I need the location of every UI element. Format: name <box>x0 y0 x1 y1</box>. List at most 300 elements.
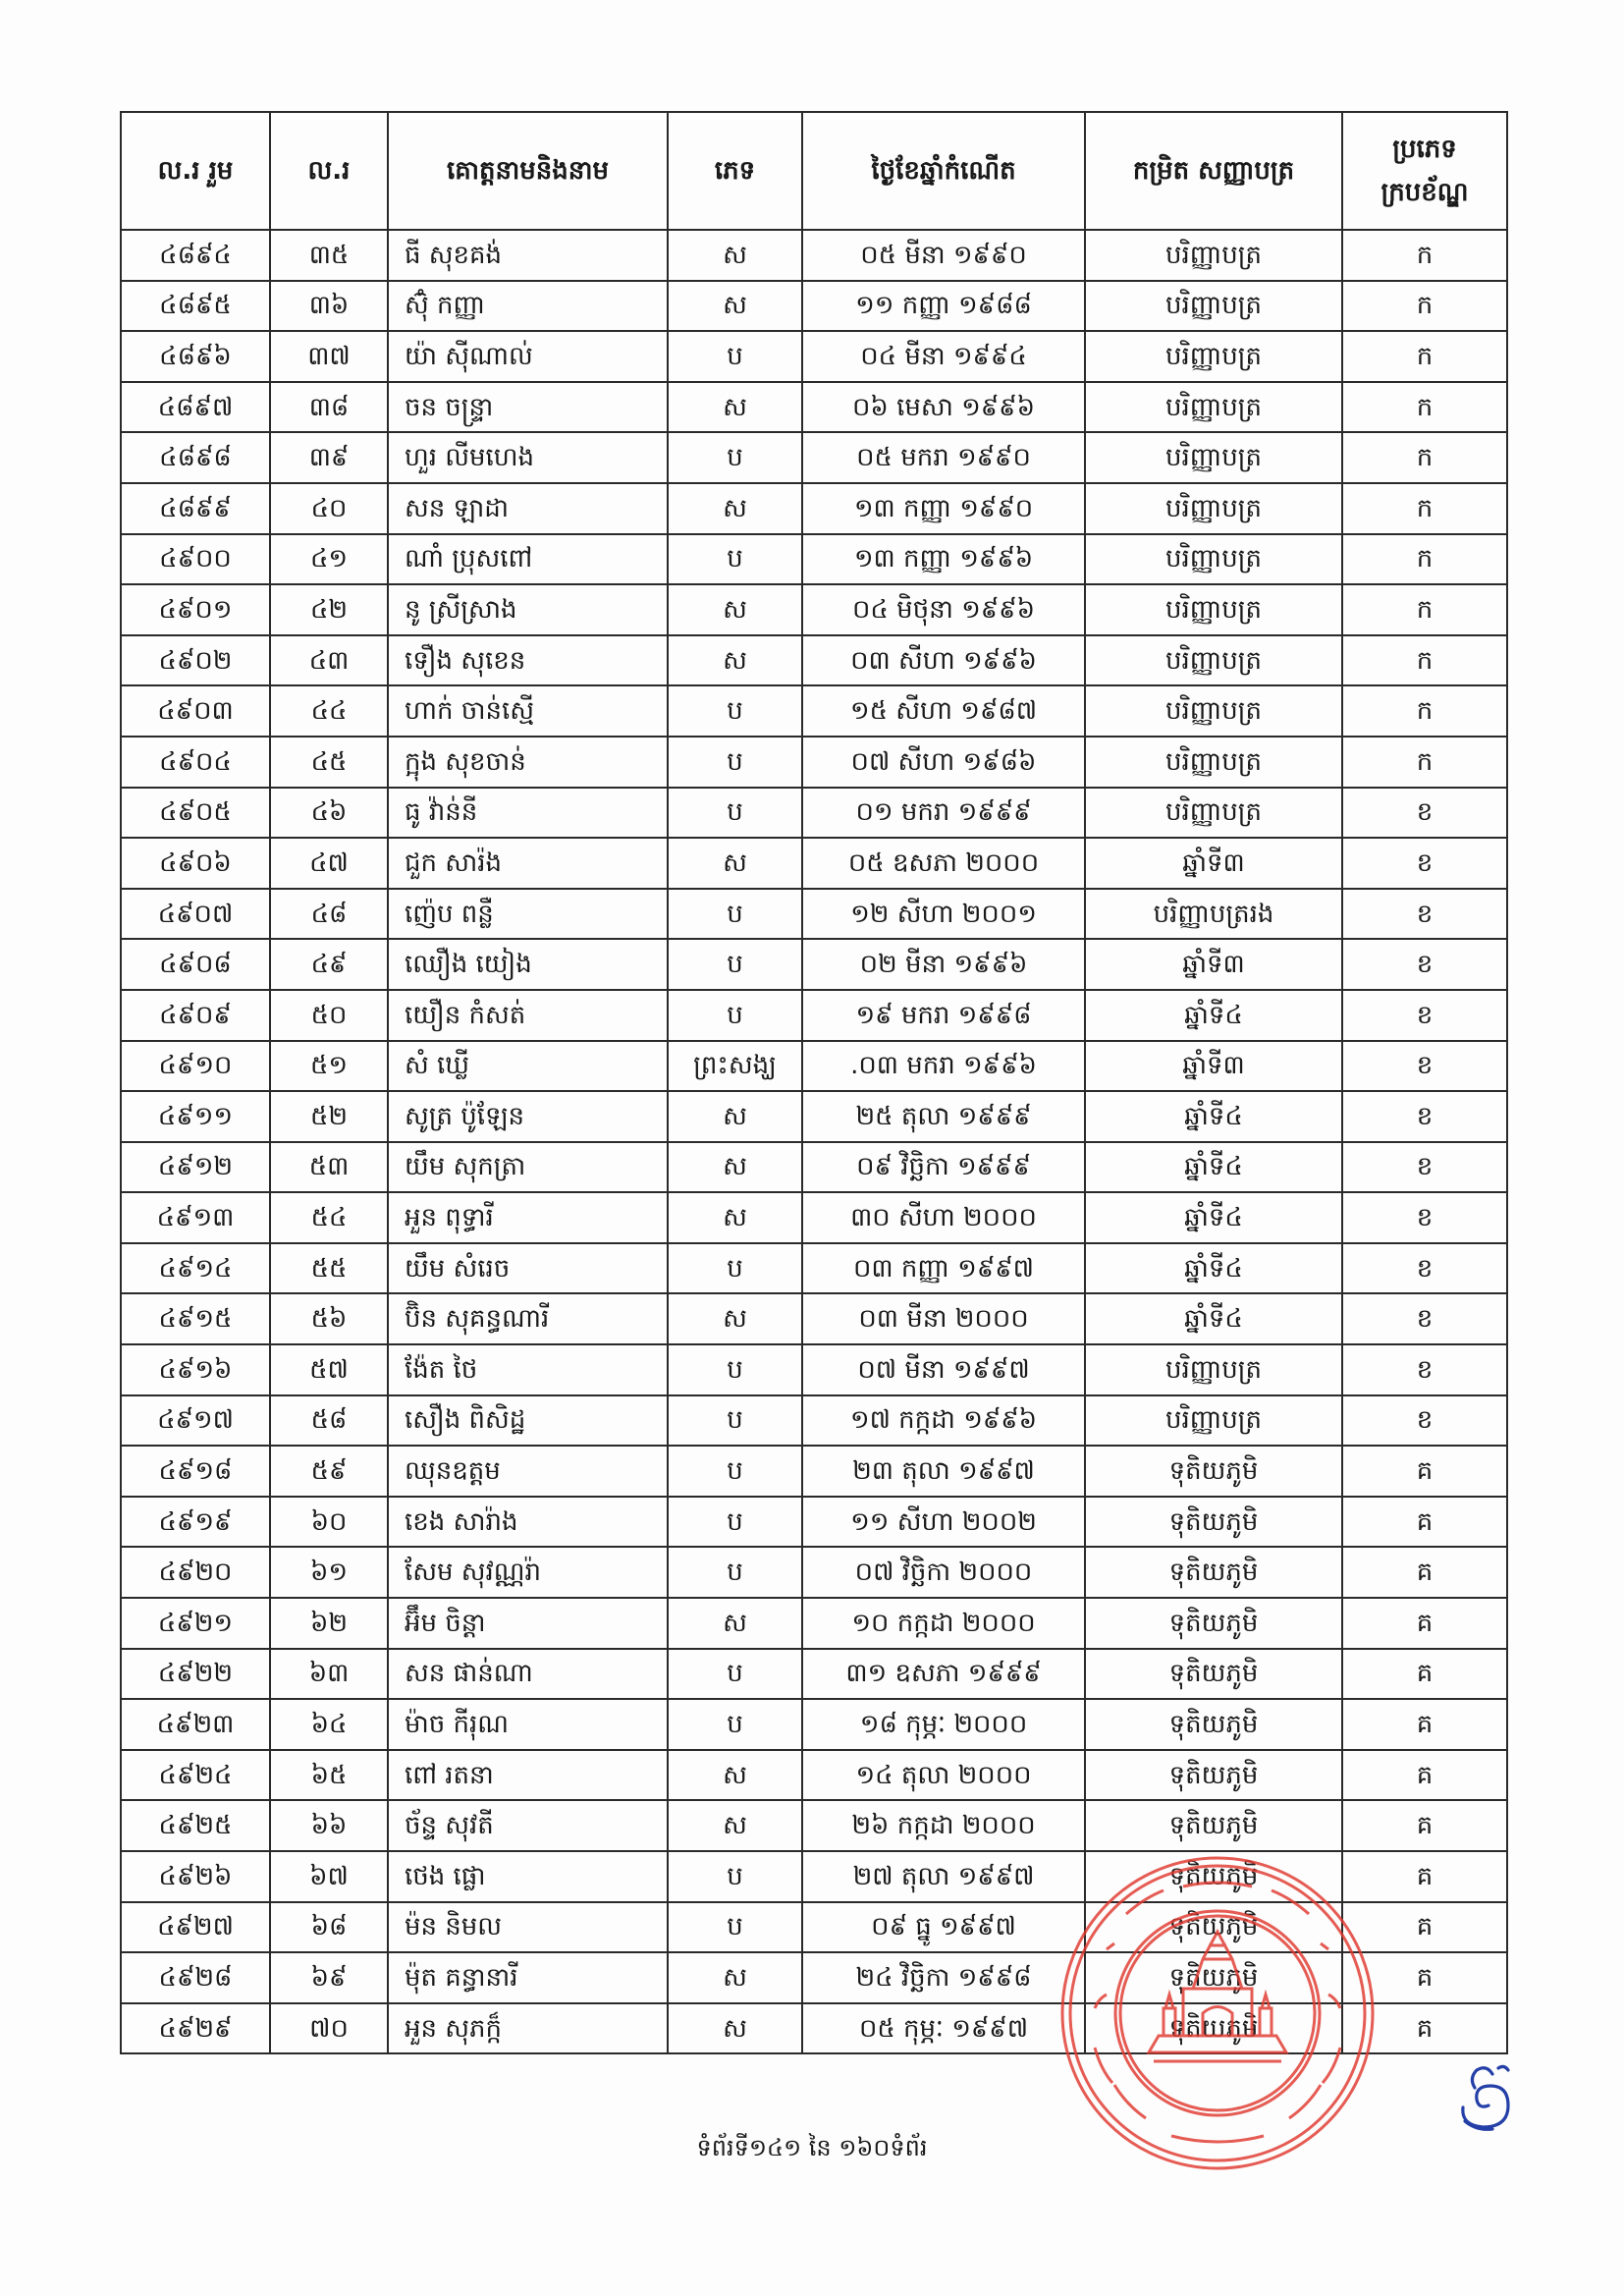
cell-category: ក <box>1342 331 1507 382</box>
cell-full-name: ម៉ន និមល <box>388 1902 668 1953</box>
cell-date-of-birth: ២៦ កក្កដា ២០០០ <box>802 1800 1085 1851</box>
cell-category: ខ <box>1342 990 1507 1041</box>
handwritten-initials-icon <box>1453 2060 1518 2133</box>
cell-sex: ប <box>668 788 802 839</box>
cell-qualification: ទុតិយភូមិ <box>1085 1800 1342 1851</box>
cell-qualification: ទុតិយភូមិ <box>1085 1547 1342 1598</box>
cell-sequence-number: ៧០ <box>270 2003 388 2054</box>
cell-qualification: ទុតិយភូមិ <box>1085 1902 1342 1953</box>
cell-date-of-birth: ០៧ វិច្ឆិកា ២០០០ <box>802 1547 1085 1598</box>
cell-full-name: យឹម សំរេច <box>388 1243 668 1294</box>
cell-qualification: បរិញ្ញាបត្រ <box>1085 331 1342 382</box>
cell-sequence-number: ៥២ <box>270 1091 388 1142</box>
cell-full-name: យឿន កំសត់ <box>388 990 668 1041</box>
cell-qualification: បរិញ្ញាបត្រ <box>1085 788 1342 839</box>
cell-category: ក <box>1342 432 1507 483</box>
cell-sex: ស <box>668 2003 802 2054</box>
cell-category: គ <box>1342 1952 1507 2003</box>
cell-sequence-number: ៥៨ <box>270 1395 388 1447</box>
table-row <box>121 1041 1507 1092</box>
cell-full-name: អួន សុភក្ក៏ <box>388 2003 668 2054</box>
cell-full-name: នូ ស្រីស្រាង <box>388 584 668 635</box>
cell-overall-number: ៤៩២៩ <box>121 2003 270 2054</box>
cell-full-name: ក្អុង សុខចាន់ <box>388 737 668 788</box>
table-row <box>121 1547 1507 1598</box>
cell-full-name: សំ ឃ្លើ <box>388 1041 668 1092</box>
cell-category: ក <box>1342 230 1507 281</box>
cell-qualification: ឆ្នាំទី៤ <box>1085 1192 1342 1243</box>
header-overall-number: ល.រ រួម <box>121 112 270 230</box>
cell-sequence-number: ៦៧ <box>270 1851 388 1902</box>
table-row <box>121 1699 1507 1750</box>
cell-qualification: បរិញ្ញាបត្រ <box>1085 483 1342 534</box>
cell-sequence-number: ៣៥ <box>270 230 388 281</box>
header-category: ប្រភេទ ក្របខ័ណ្ឌ <box>1342 112 1507 230</box>
cell-sequence-number: ៥៦ <box>270 1293 388 1344</box>
table-row <box>121 1750 1507 1801</box>
cell-date-of-birth: ១៨ កុម្ភៈ ២០០០ <box>802 1699 1085 1750</box>
cell-overall-number: ៤៩២៤ <box>121 1750 270 1801</box>
cell-qualification: ទុតិយភូមិ <box>1085 1598 1342 1649</box>
cell-date-of-birth: ៣០ សីហា ២០០០ <box>802 1192 1085 1243</box>
cell-sequence-number: ៦២ <box>270 1598 388 1649</box>
cell-sex: ស <box>668 382 802 433</box>
cell-sequence-number: ៤៨ <box>270 889 388 940</box>
cell-category: ក <box>1342 737 1507 788</box>
cell-category: គ <box>1342 1699 1507 1750</box>
cell-sex: ប <box>668 331 802 382</box>
cell-qualification: ទុតិយភូមិ <box>1085 2003 1342 2054</box>
cell-full-name: យ៉ា ស៊ីណាល់ <box>388 331 668 382</box>
cell-date-of-birth: ០៤ មីនា ១៩៩៤ <box>802 331 1085 382</box>
cell-overall-number: ៤៩១៩ <box>121 1497 270 1548</box>
cell-full-name: ទឿង សុខេន <box>388 635 668 686</box>
cell-sex: ស <box>668 635 802 686</box>
cell-category: ក <box>1342 281 1507 332</box>
cell-full-name: អួន ពុទ្ធារី <box>388 1192 668 1243</box>
cell-sex: ស <box>668 1800 802 1851</box>
cell-date-of-birth: ០៣ មីនា ២០០០ <box>802 1293 1085 1344</box>
cell-date-of-birth: ១០ កក្កដា ២០០០ <box>802 1598 1085 1649</box>
cell-sex: ស <box>668 1293 802 1344</box>
table-row <box>121 737 1507 788</box>
cell-full-name: ច័ន្ទ សុវតី <box>388 1800 668 1851</box>
cell-overall-number: ៤៩១០ <box>121 1041 270 1092</box>
cell-category: ខ <box>1342 838 1507 889</box>
cell-sequence-number: ៥១ <box>270 1041 388 1092</box>
cell-sequence-number: ៦៥ <box>270 1750 388 1801</box>
cell-qualification: បរិញ្ញាបត្រ <box>1085 534 1342 585</box>
table-row <box>121 990 1507 1041</box>
table-row <box>121 1243 1507 1294</box>
cell-overall-number: ៤៩០០ <box>121 534 270 585</box>
cell-sex: ប <box>668 1851 802 1902</box>
cell-qualification: ទុតិយភូមិ <box>1085 1446 1342 1497</box>
table-row <box>121 889 1507 940</box>
cell-qualification: ទុតិយភូមិ <box>1085 1649 1342 1700</box>
cell-qualification: ឆ្នាំទី៣ <box>1085 1041 1342 1092</box>
cell-sex: ស <box>668 1952 802 2003</box>
cell-sequence-number: ៦៩ <box>270 1952 388 2003</box>
table-row <box>121 1902 1507 1953</box>
cell-sex: ប <box>668 685 802 737</box>
cell-overall-number: ៤៩០៨ <box>121 939 270 990</box>
table-row <box>121 788 1507 839</box>
header-date-of-birth: ថ្ងៃខែឆ្នាំកំណើត <box>802 112 1085 230</box>
cell-category: ក <box>1342 635 1507 686</box>
cell-date-of-birth: ០៦ មេសា ១៩៩៦ <box>802 382 1085 433</box>
table-row <box>121 1446 1507 1497</box>
cell-category: ខ <box>1342 1142 1507 1193</box>
cell-date-of-birth: ១២ សីហា ២០០១ <box>802 889 1085 940</box>
cell-date-of-birth: ០៥ កុម្ភៈ ១៩៩៧ <box>802 2003 1085 2054</box>
cell-overall-number: ៤៩២១ <box>121 1598 270 1649</box>
cell-overall-number: ៤៨៩៩ <box>121 483 270 534</box>
table-row <box>121 1497 1507 1548</box>
cell-qualification: ឆ្នាំទី៤ <box>1085 1293 1342 1344</box>
cell-sequence-number: ៥៣ <box>270 1142 388 1193</box>
cell-overall-number: ៤៩០៤ <box>121 737 270 788</box>
table-row <box>121 483 1507 534</box>
cell-category: ខ <box>1342 889 1507 940</box>
table-row <box>121 230 1507 281</box>
cell-overall-number: ៤៩០១ <box>121 584 270 635</box>
cell-full-name: ធី សុខគង់ <box>388 230 668 281</box>
cell-full-name: ហួរ លីមហេង <box>388 432 668 483</box>
cell-category: គ <box>1342 1598 1507 1649</box>
cell-qualification: បរិញ្ញាបត្រ <box>1085 1344 1342 1395</box>
table-row <box>121 1091 1507 1142</box>
cell-overall-number: ៤៨៩៤ <box>121 230 270 281</box>
cell-date-of-birth: ០៩ ធ្នូ ១៩៩៧ <box>802 1902 1085 1953</box>
cell-qualification: ឆ្នាំទី៤ <box>1085 990 1342 1041</box>
cell-sequence-number: ៣៩ <box>270 432 388 483</box>
cell-sequence-number: ៦០ <box>270 1497 388 1548</box>
cell-full-name: ញ៉េប ពន្លឺ <box>388 889 668 940</box>
table-row <box>121 1192 1507 1243</box>
cell-date-of-birth: ១៣ កញ្ញា ១៩៩០ <box>802 483 1085 534</box>
cell-category: ខ <box>1342 1041 1507 1092</box>
table-row <box>121 1800 1507 1851</box>
table-row <box>121 1293 1507 1344</box>
cell-date-of-birth: ០៣ កញ្ញា ១៩៩៧ <box>802 1243 1085 1294</box>
cell-overall-number: ៤៩១២ <box>121 1142 270 1193</box>
cell-sex: ប <box>668 1446 802 1497</box>
cell-full-name: ឈុនឧត្តម <box>388 1446 668 1497</box>
cell-overall-number: ៤៩១១ <box>121 1091 270 1142</box>
cell-sequence-number: ៥៧ <box>270 1344 388 1395</box>
cell-full-name: ធូ វ៉ាន់នី <box>388 788 668 839</box>
cell-sex: ប <box>668 889 802 940</box>
cell-overall-number: ៤៩០៥ <box>121 788 270 839</box>
cell-category: ក <box>1342 382 1507 433</box>
cell-sex: ប <box>668 1547 802 1598</box>
cell-date-of-birth: ០២ មីនា ១៩៩៦ <box>802 939 1085 990</box>
cell-sex: ប <box>668 432 802 483</box>
table-row <box>121 685 1507 737</box>
cell-full-name: សែម សុវណ្ណរ៉ា <box>388 1547 668 1598</box>
cell-date-of-birth: ០៣ សីហា ១៩៩៦ <box>802 635 1085 686</box>
cell-date-of-birth: ១៣ កញ្ញា ១៩៩៦ <box>802 534 1085 585</box>
cell-date-of-birth: ០៧ មីនា ១៩៩៧ <box>802 1344 1085 1395</box>
cell-category: គ <box>1342 2003 1507 2054</box>
cell-sequence-number: ៤៦ <box>270 788 388 839</box>
cell-sequence-number: ៣៧ <box>270 331 388 382</box>
header-sequence-number: ល.រ <box>270 112 388 230</box>
cell-sequence-number: ៤៣ <box>270 635 388 686</box>
cell-overall-number: ៤៩១៦ <box>121 1344 270 1395</box>
cell-sex: ប <box>668 1649 802 1700</box>
cell-date-of-birth: ១១ សីហា ២០០២ <box>802 1497 1085 1548</box>
cell-full-name: ប៊ិន សុគន្ធណារី <box>388 1293 668 1344</box>
cell-qualification: ទុតិយភូមិ <box>1085 1750 1342 1801</box>
cell-date-of-birth: ១៤ តុលា ២០០០ <box>802 1750 1085 1801</box>
cell-overall-number: ៤៩០២ <box>121 635 270 686</box>
cell-sex: ប <box>668 1395 802 1447</box>
table-row <box>121 534 1507 585</box>
cell-date-of-birth: ២៤ វិច្ឆិកា ១៩៩៨ <box>802 1952 1085 2003</box>
cell-overall-number: ៤៩១៨ <box>121 1446 270 1497</box>
cell-date-of-birth: ០៥ មករា ១៩៩០ <box>802 432 1085 483</box>
table-row <box>121 939 1507 990</box>
cell-category: គ <box>1342 1750 1507 1801</box>
cell-category: គ <box>1342 1497 1507 1548</box>
cell-date-of-birth: ៣១ ឧសភា ១៩៩៩ <box>802 1649 1085 1700</box>
cell-qualification: បរិញ្ញាបត្រ <box>1085 281 1342 332</box>
cell-full-name: ជួក សារ៉ង <box>388 838 668 889</box>
table-row <box>121 1649 1507 1700</box>
cell-full-name: សឿង ពិសិដ្ឋ <box>388 1395 668 1447</box>
cell-sex: ប <box>668 990 802 1041</box>
cell-full-name: ខេង សារ៉ាង <box>388 1497 668 1548</box>
cell-qualification: ឆ្នាំទី៤ <box>1085 1243 1342 1294</box>
cell-sex: ព្រះសង្ឃ <box>668 1041 802 1092</box>
cell-overall-number: ៤៩២២ <box>121 1649 270 1700</box>
cell-sequence-number: ៦១ <box>270 1547 388 1598</box>
cell-full-name: ចន ចន្ទ្រា <box>388 382 668 433</box>
cell-sequence-number: ៥៩ <box>270 1446 388 1497</box>
cell-sequence-number: ៤៧ <box>270 838 388 889</box>
cell-sex: ប <box>668 1497 802 1548</box>
cell-sequence-number: ៦៨ <box>270 1902 388 1953</box>
cell-qualification: បរិញ្ញាបត្រ <box>1085 737 1342 788</box>
cell-full-name: ហាក់ ចាន់ស្មើ <box>388 685 668 737</box>
cell-category: គ <box>1342 1902 1507 1953</box>
cell-qualification: បរិញ្ញាបត្រ <box>1085 584 1342 635</box>
page-number: ទំព័រទី១៤១ នៃ ១៦០ទំព័រ <box>696 2134 928 2161</box>
header-row <box>121 112 1507 230</box>
cell-full-name: ណាំ ប្រុសពៅ <box>388 534 668 585</box>
table-header <box>121 112 1507 230</box>
table-row <box>121 432 1507 483</box>
cell-qualification: បរិញ្ញាបត្រ <box>1085 1395 1342 1447</box>
cell-qualification: បរិញ្ញាបត្រ <box>1085 685 1342 737</box>
cell-date-of-birth: ១៧ កក្កដា ១៩៩៦ <box>802 1395 1085 1447</box>
cell-overall-number: ៤៩២០ <box>121 1547 270 1598</box>
cell-category: គ <box>1342 1649 1507 1700</box>
cell-full-name: អ៊ឹម ចិន្តា <box>388 1598 668 1649</box>
cell-full-name: សន ផាន់ណា <box>388 1649 668 1700</box>
cell-sequence-number: ៦៣ <box>270 1649 388 1700</box>
table-row <box>121 1142 1507 1193</box>
cell-overall-number: ៤៨៩៦ <box>121 331 270 382</box>
header-sex: ភេទ <box>668 112 802 230</box>
cell-full-name: ស៊ុំ កញ្ញា <box>388 281 668 332</box>
cell-full-name: ម៉ុត គន្ធានារី <box>388 1952 668 2003</box>
cell-overall-number: ៤៩១៣ <box>121 1192 270 1243</box>
cell-date-of-birth: ០១ មករា ១៩៩៩ <box>802 788 1085 839</box>
cell-overall-number: ៤៩០៧ <box>121 889 270 940</box>
cell-overall-number: ៤៩១៧ <box>121 1395 270 1447</box>
cell-sex: ប <box>668 1902 802 1953</box>
cell-sequence-number: ៣៦ <box>270 281 388 332</box>
cell-overall-number: ៤៩២៣ <box>121 1699 270 1750</box>
cell-category: ខ <box>1342 1091 1507 1142</box>
cell-category: ខ <box>1342 788 1507 839</box>
cell-category: គ <box>1342 1800 1507 1851</box>
cell-overall-number: ៤៩០៣ <box>121 685 270 737</box>
cell-qualification: បរិញ្ញាបត្ររង <box>1085 889 1342 940</box>
cell-sex: ប <box>668 939 802 990</box>
table-row <box>121 1851 1507 1902</box>
cell-sequence-number: ៤៥ <box>270 737 388 788</box>
cell-category: ក <box>1342 483 1507 534</box>
cell-category: ក <box>1342 584 1507 635</box>
cell-date-of-birth: ១៥ សីហា ១៩៨៧ <box>802 685 1085 737</box>
table-row <box>121 838 1507 889</box>
cell-overall-number: ៤៩២៦ <box>121 1851 270 1902</box>
cell-category: ក <box>1342 534 1507 585</box>
cell-sequence-number: ៤០ <box>270 483 388 534</box>
cell-sex: ស <box>668 838 802 889</box>
cell-overall-number: ៤៩១៥ <box>121 1293 270 1344</box>
header-qualification: កម្រិត សញ្ញាបត្រ <box>1085 112 1342 230</box>
cell-date-of-birth: ១១ កញ្ញា ១៩៨៨ <box>802 281 1085 332</box>
cell-sex: ស <box>668 230 802 281</box>
cell-category: ខ <box>1342 1395 1507 1447</box>
cell-sequence-number: ៤៩ <box>270 939 388 990</box>
cell-sex: ស <box>668 281 802 332</box>
cell-qualification: ឆ្នាំទី៣ <box>1085 939 1342 990</box>
table-row <box>121 281 1507 332</box>
cell-date-of-birth: ០៤ មិថុនា ១៩៩៦ <box>802 584 1085 635</box>
cell-sequence-number: ៥៥ <box>270 1243 388 1294</box>
cell-sequence-number: ៤២ <box>270 584 388 635</box>
cell-date-of-birth: ០៥ មីនា ១៩៩០ <box>802 230 1085 281</box>
cell-qualification: ទុតិយភូមិ <box>1085 1699 1342 1750</box>
cell-date-of-birth: ២៧ តុលា ១៩៩៧ <box>802 1851 1085 1902</box>
cell-date-of-birth: ០៩ វិច្ឆិកា ១៩៩៩ <box>802 1142 1085 1193</box>
cell-qualification: ទុតិយភូមិ <box>1085 1497 1342 1548</box>
cell-category: ខ <box>1342 1243 1507 1294</box>
cell-category: គ <box>1342 1851 1507 1902</box>
cell-qualification: ឆ្នាំទី៤ <box>1085 1091 1342 1142</box>
cell-full-name: ពៅ រតនា <box>388 1750 668 1801</box>
cell-date-of-birth: ២៣ តុលា ១៩៩៧ <box>802 1446 1085 1497</box>
cell-full-name: សូត្រ ប៉ូឡែន <box>388 1091 668 1142</box>
cell-date-of-birth: ២៥ តុលា ១៩៩៩ <box>802 1091 1085 1142</box>
cell-overall-number: ៤៩០៩ <box>121 990 270 1041</box>
cell-overall-number: ៤៩០៦ <box>121 838 270 889</box>
header-full-name: គោត្តនាមនិងនាម <box>388 112 668 230</box>
cell-sex: ស <box>668 1142 802 1193</box>
table-row <box>121 1344 1507 1395</box>
cell-sequence-number: ៤៤ <box>270 685 388 737</box>
cell-category: ក <box>1342 685 1507 737</box>
cell-sex: ប <box>668 1699 802 1750</box>
cell-qualification: បរិញ្ញាបត្រ <box>1085 230 1342 281</box>
table-row <box>121 1598 1507 1649</box>
personnel-table <box>120 111 1508 2054</box>
cell-date-of-birth: ០៥ ឧសភា ២០០០ <box>802 838 1085 889</box>
cell-qualification: ទុតិយភូមិ <box>1085 1952 1342 2003</box>
cell-overall-number: ៤៨៩៨ <box>121 432 270 483</box>
cell-sequence-number: ៣៨ <box>270 382 388 433</box>
cell-overall-number: ៤៨៩៧ <box>121 382 270 433</box>
cell-category: ខ <box>1342 1192 1507 1243</box>
cell-sex: ប <box>668 534 802 585</box>
cell-qualification: បរិញ្ញាបត្រ <box>1085 635 1342 686</box>
cell-qualification: ឆ្នាំទី៤ <box>1085 1142 1342 1193</box>
cell-full-name: យឹម សុកត្រា <box>388 1142 668 1193</box>
cell-qualification: ឆ្នាំទី៣ <box>1085 838 1342 889</box>
cell-overall-number: ៤៩១៤ <box>121 1243 270 1294</box>
table-row <box>121 2003 1507 2054</box>
cell-date-of-birth: ០៧ សីហា ១៩៨៦ <box>802 737 1085 788</box>
cell-full-name: សន ឡាដា <box>388 483 668 534</box>
cell-sex: ប <box>668 1243 802 1294</box>
cell-sex: ស <box>668 1091 802 1142</box>
cell-sequence-number: ៥៤ <box>270 1192 388 1243</box>
cell-sex: ស <box>668 483 802 534</box>
table-row <box>121 382 1507 433</box>
cell-overall-number: ៤៨៩៥ <box>121 281 270 332</box>
cell-qualification: ទុតិយភូមិ <box>1085 1851 1342 1902</box>
table-row <box>121 1952 1507 2003</box>
cell-sex: ស <box>668 584 802 635</box>
cell-category: គ <box>1342 1547 1507 1598</box>
cell-full-name: ម៉ាច កីរុណ <box>388 1699 668 1750</box>
cell-sex: ស <box>668 1750 802 1801</box>
table-body <box>121 230 1507 2053</box>
table-row <box>121 635 1507 686</box>
table-row <box>121 331 1507 382</box>
cell-full-name: ថេង ផ្លោ <box>388 1851 668 1902</box>
cell-overall-number: ៤៩២៧ <box>121 1902 270 1953</box>
cell-sex: ប <box>668 737 802 788</box>
cell-qualification: បរិញ្ញាបត្រ <box>1085 382 1342 433</box>
cell-qualification: បរិញ្ញាបត្រ <box>1085 432 1342 483</box>
cell-sequence-number: ៦៦ <box>270 1800 388 1851</box>
cell-full-name: ង៉ែត ថៃ <box>388 1344 668 1395</box>
cell-sex: ស <box>668 1598 802 1649</box>
cell-sex: ប <box>668 1344 802 1395</box>
cell-sequence-number: ៤១ <box>270 534 388 585</box>
cell-date-of-birth: .០៣ មករា ១៩៩៦ <box>802 1041 1085 1092</box>
cell-category: គ <box>1342 1446 1507 1497</box>
table-row <box>121 584 1507 635</box>
cell-sex: ស <box>668 1192 802 1243</box>
cell-overall-number: ៤៩២៥ <box>121 1800 270 1851</box>
cell-overall-number: ៤៩២៨ <box>121 1952 270 2003</box>
table-row <box>121 1395 1507 1447</box>
cell-sequence-number: ៥០ <box>270 990 388 1041</box>
cell-category: ខ <box>1342 939 1507 990</box>
cell-date-of-birth: ១៩ មករា ១៩៩៨ <box>802 990 1085 1041</box>
cell-sequence-number: ៦៤ <box>270 1699 388 1750</box>
cell-category: ខ <box>1342 1293 1507 1344</box>
cell-category: ខ <box>1342 1344 1507 1395</box>
